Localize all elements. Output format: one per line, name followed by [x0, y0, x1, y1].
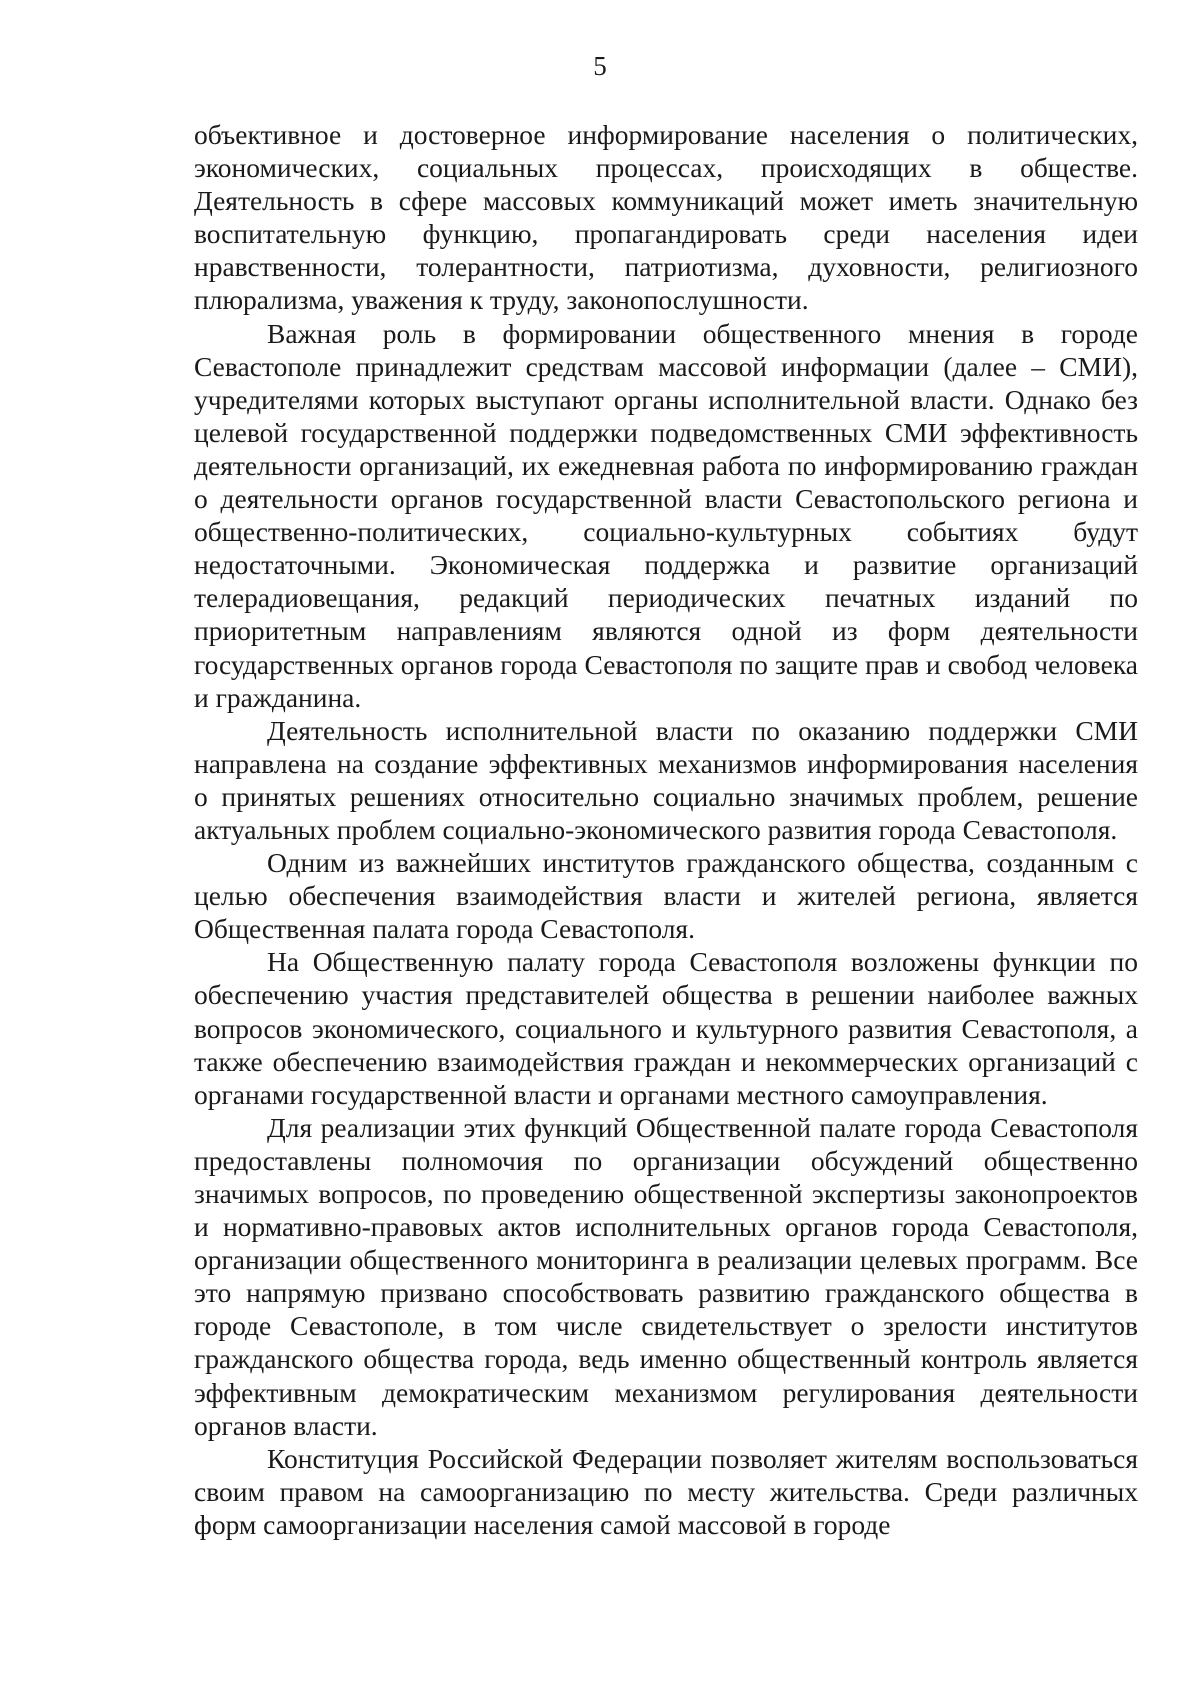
paragraph-continuation: объективное и достоверное информирование населения о политических, экономических, социальных процессах, происходящих в обществе. Деятельность в сфере массовых коммуникаций может иметь значительную воспитательную функцию, пропагандировать среди населения идеи нравственности, толерантности, патриотизма, духовности, религиозного плюрализма, уважения к труду, законопослушности. [194, 119, 1138, 316]
paragraph-chamber-functions: На Общественную палату города Севастополя возложены функции по обеспечению участия представителей общества в решении наиболее важных вопросов экономического, социального и культурного развития Севастополя, а также обеспечению взаимодействия граждан и некоммерческих организаций с органами государственной власти и органами местного самоуправления. [194, 946, 1138, 1110]
paragraph-media-role: Важная роль в формировании общественного мнения в городе Севастополе принадлежит средствам массовой информации (далее – СМИ), учредителями которых выступают органы исполнительной власти. Однако без целевой государственной поддержки подведомственных СМИ эффективность деятельности организаций, их ежедневная работа по информированию граждан о деятельности органов государственной власти Севастопольского региона и общественно-политических, социально-культурных событиях будут недостаточными. Экономическая поддержка и развитие организаций телерадиовещания, редакций периодических печатных изданий по приоритетным направлениям являются одной из форм деятельности государственных органов города Севастополя по защите прав и свобод человека и гражданина. [194, 317, 1138, 713]
paragraph-media-support: Деятельность исполнительной власти по оказанию поддержки СМИ направлена на создание эффективных механизмов информирования населения о принятых решениях относительно социально значимых проблем, решение актуальных проблем социально-экономического развития города Севастополя. [194, 714, 1138, 845]
document-body [194, 118, 1138, 1541]
paragraph-public-chamber: Одним из важнейших институтов гражданского общества, созданным с целью обеспечения взаимодействия власти и жителей региона, является Общественная палата города Севастополя. [194, 847, 1138, 945]
paragraph-constitution: Конституция Российской Федерации позволяет жителям воспользоваться своим правом на самоорганизацию по месту жительства. Среди различных форм самоорганизации населения самой массовой в городе [194, 1442, 1138, 1540]
page-number: 5 [593, 51, 607, 81]
paragraph-chamber-powers: Для реализации этих функций Общественной палате города Севастополя предоставлены полномочия по организации обсуждений общественно значимых вопросов, по проведению общественной экспертизы законопроектов и нормативно-правовых актов исполнительных органов города Севастополя, организации общественного мониторинга в реализации целевых программ. Все это напрямую призвано способствовать развитию гражданского общества в городе Севастополе, в том числе свидетельствует о зрелости институтов гражданского общества города, ведь именно общественный контроль является эффективным демократическим механизмом регулирования деятельности органов власти. [194, 1111, 1138, 1441]
